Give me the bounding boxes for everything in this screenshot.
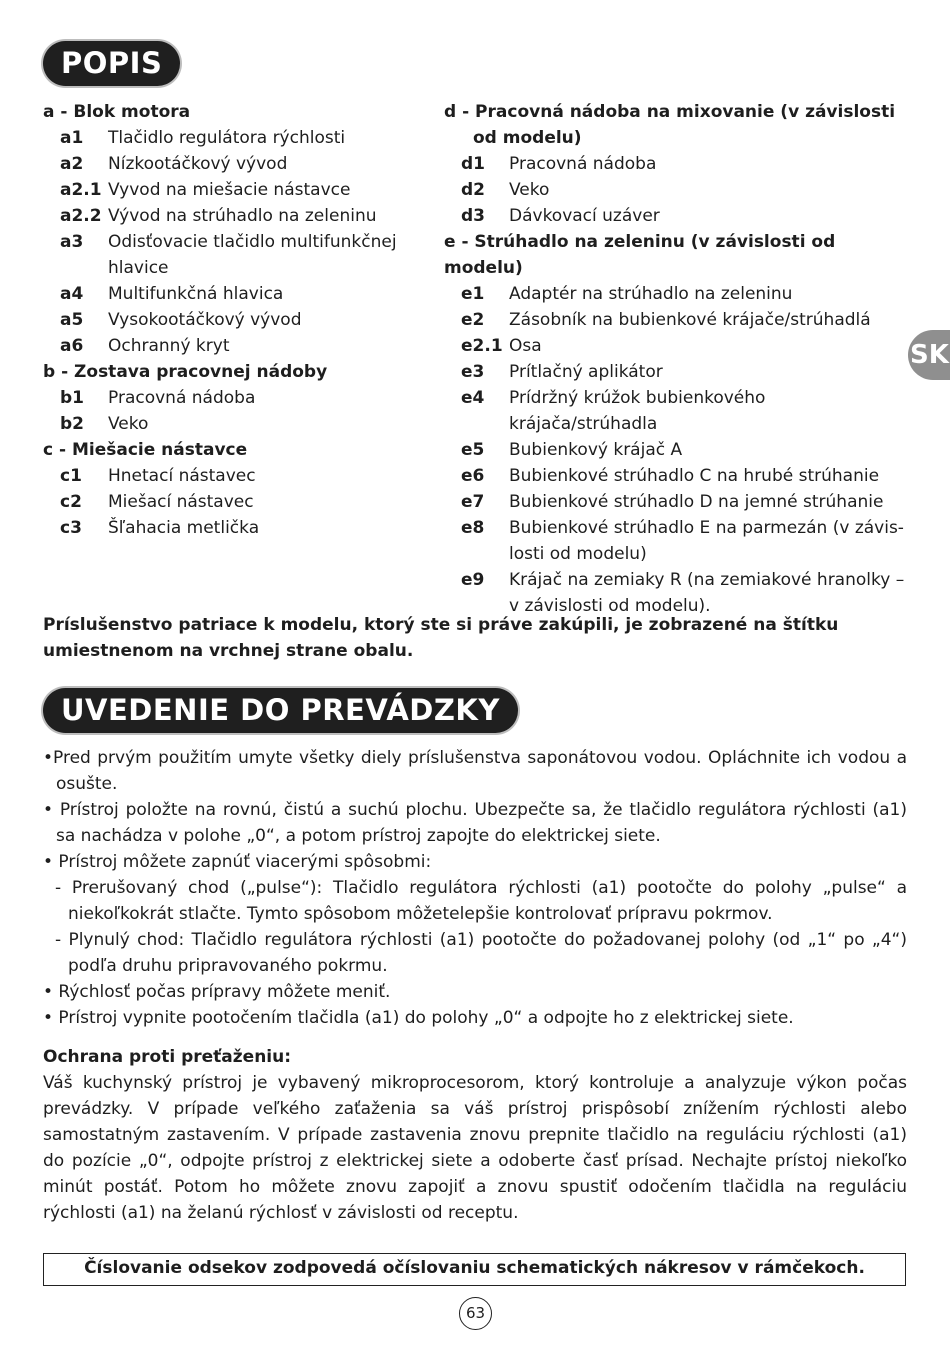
section-title-uvedenie: UVEDENIE DO PREVÁDZKY	[43, 688, 518, 733]
group-title-e: e - Strúhadlo na zeleninu (v závislosti od modelu)	[444, 232, 836, 278]
list-item	[444, 307, 909, 333]
item-code: e5	[461, 440, 485, 460]
overload-text: Váš kuchynský prístroj je vybavený mikroprocesorom, ktorý kontroluje a analyzuje výkon počas prevádzky. V prípade veľkého zaťaženia sa váš prístroj prispôsobí znížením rýchlosti alebo samostatným zastavením. V prípade zastavenia znovu prepnite tlačidlo na reguláciu rýchlosti (a1) do pozície „0“, odpojte prístroj z elektrickej siete a odoberte časť prísad. Nechajte prístoj niekoľko minút postáť. Potom ho môžete znovu zapojiť a znovu spustiť odočením tlačidla na reguláciu rýchlosti (a1) na želanú rýchlosť v závislosti od receptu.	[43, 1073, 907, 1223]
page-number: 63	[459, 1297, 492, 1330]
bullet-item: • Prístroj môžete zapnúť viacerými spôsobmi:	[43, 852, 432, 872]
item-code: e2.1	[461, 336, 503, 356]
item-code: a4	[60, 284, 84, 304]
list-item	[43, 229, 423, 281]
item-desc: Multifunkčná hlavica	[108, 284, 284, 304]
startup-instructions	[43, 745, 907, 1031]
numbering-note-box: Číslovanie odsekov zodpovedá očíslovaniu schematických nákresov v rámčekoch.	[43, 1253, 906, 1286]
item-code: e6	[461, 466, 485, 486]
list-item	[43, 177, 423, 203]
list-item	[444, 281, 909, 307]
item-code: c2	[60, 492, 82, 512]
parts-list-right	[444, 99, 909, 619]
dash-item: - Prerušovaný chod („pulse“): Tlačidlo regulátora rýchlosti (a1) pootočte do polohy „pulse“ a niekoľkokrát stlačte. Tymto spôsobom môžetelepšie kontrolovať prípravu pokrmov.	[55, 878, 907, 924]
item-code: c1	[60, 466, 82, 486]
item-code: d1	[461, 154, 485, 174]
item-code: d3	[461, 206, 485, 226]
list-item	[43, 489, 423, 515]
list-item	[444, 463, 909, 489]
item-desc: Tlačidlo regulátora rýchlosti	[108, 128, 346, 148]
item-code: a6	[60, 336, 84, 356]
item-code: a1	[60, 128, 84, 148]
item-desc: Bubienkové strúhadlo E na parmezán (v závis-losti od modelu)	[509, 518, 904, 564]
item-desc: Vyvod na miešacie nástavce	[108, 180, 351, 200]
item-code: a2.2	[60, 206, 102, 226]
item-desc: Prítlačný aplikátor	[509, 362, 663, 382]
item-desc: Adaptér na strúhadlo na zeleninu	[509, 284, 793, 304]
bullet-item: • Rýchlosť počas prípravy môžete meniť.	[43, 982, 391, 1002]
item-code: e8	[461, 518, 485, 538]
item-code: e3	[461, 362, 485, 382]
group-title-a: a - Blok motora	[43, 102, 191, 122]
item-desc: Odisťovacie tlačidlo multifunkčnej hlavice	[108, 232, 397, 278]
list-item	[444, 359, 909, 385]
item-code: a2	[60, 154, 84, 174]
item-desc: Veko	[108, 414, 149, 434]
list-item	[444, 385, 909, 437]
list-item	[43, 385, 423, 411]
list-item	[43, 307, 423, 333]
item-desc: Miešací nástavec	[108, 492, 254, 512]
item-code: e7	[461, 492, 485, 512]
item-desc: Vysokootáčkový vývod	[108, 310, 302, 330]
group-title-c: c - Miešacie nástavce	[43, 440, 248, 460]
item-desc: Šľahacia metlička	[108, 518, 260, 538]
item-desc: Zásobník na bubienkové krájače/strúhadlá	[509, 310, 871, 330]
item-code: a5	[60, 310, 84, 330]
list-item	[43, 411, 423, 437]
list-item	[43, 463, 423, 489]
item-code: d2	[461, 180, 485, 200]
list-item	[43, 203, 423, 229]
list-item	[43, 151, 423, 177]
overload-title: Ochrana proti preťaženiu:	[43, 1047, 292, 1067]
list-item	[43, 281, 423, 307]
item-desc: Vývod na strúhadlo na zeleninu	[108, 206, 377, 226]
item-desc: Krájač na zemiaky R (na zemiakové hranolky – v závislosti od modelu).	[509, 570, 905, 616]
item-desc: Prídržný krúžok bubienkového krájača/strúhadla	[509, 388, 766, 434]
item-desc: Pracovná nádoba	[108, 388, 256, 408]
list-item	[43, 515, 423, 541]
list-item	[444, 489, 909, 515]
section-title-popis: POPIS	[43, 41, 180, 86]
item-desc: Hnetací nástavec	[108, 466, 256, 486]
item-desc: Dávkovací uzáver	[509, 206, 660, 226]
list-item	[444, 177, 909, 203]
group-title-b: b - Zostava pracovnej nádoby	[43, 362, 328, 382]
item-code: e2	[461, 310, 485, 330]
item-code: e1	[461, 284, 485, 304]
item-desc: Ochranný kryt	[108, 336, 230, 356]
item-code: a2.1	[60, 180, 102, 200]
list-item	[43, 333, 423, 359]
item-code: a3	[60, 232, 84, 252]
item-desc: Osa	[509, 336, 542, 356]
item-code: b2	[60, 414, 84, 434]
list-item	[444, 515, 909, 567]
dash-item: - Plynulý chod: Tlačidlo regulátora rýchlosti (a1) pootočte do požadovanej polohy (od „1“ po „4“) podľa druhu pripravovaného pokrmu.	[55, 930, 907, 976]
list-item	[444, 203, 909, 229]
bullet-item: •Pred prvým použitím umyte všetky diely príslušenstva saponátovou vodou. Opláchnite ich vodou a osušte.	[43, 748, 907, 794]
item-code: e4	[461, 388, 485, 408]
item-code: e9	[461, 570, 485, 590]
bullet-item: • Prístroj položte na rovnú, čistú a suchú plochu. Ubezpečte sa, že tlačidlo regulátora rýchlosti (a1) sa nachádza v polohe „0“, a potom prístroj zapojte do elektrickej siete.	[43, 800, 907, 846]
list-item	[444, 437, 909, 463]
group-title-d: d - Pracovná nádoba na mixovanie (v závislosti od modelu)	[444, 102, 896, 148]
item-desc: Pracovná nádoba	[509, 154, 657, 174]
item-desc: Bubienkové strúhadlo D na jemné strúhanie	[509, 492, 884, 512]
list-item	[444, 151, 909, 177]
language-tab-sk[interactable]: SK	[908, 330, 950, 380]
item-code: c3	[60, 518, 82, 538]
list-item	[444, 333, 909, 359]
list-item	[43, 125, 423, 151]
item-desc: Nízkootáčkový vývod	[108, 154, 288, 174]
item-desc: Bubienkové strúhadlo C na hrubé strúhanie	[509, 466, 880, 486]
item-code: b1	[60, 388, 84, 408]
bullet-item: • Prístroj vypnite pootočením tlačidla (a1) do polohy „0“ a odpojte ho z elektrickej siete.	[43, 1008, 794, 1028]
parts-list-left	[43, 99, 423, 541]
item-desc: Veko	[509, 180, 550, 200]
accessory-note: Príslušenstvo patriace k modelu, ktorý ste si práve zakúpili, je zobrazené na štítku umiestnenom na vrchnej strane obalu.	[43, 615, 839, 661]
item-desc: Bubienkový krájač A	[509, 440, 683, 460]
